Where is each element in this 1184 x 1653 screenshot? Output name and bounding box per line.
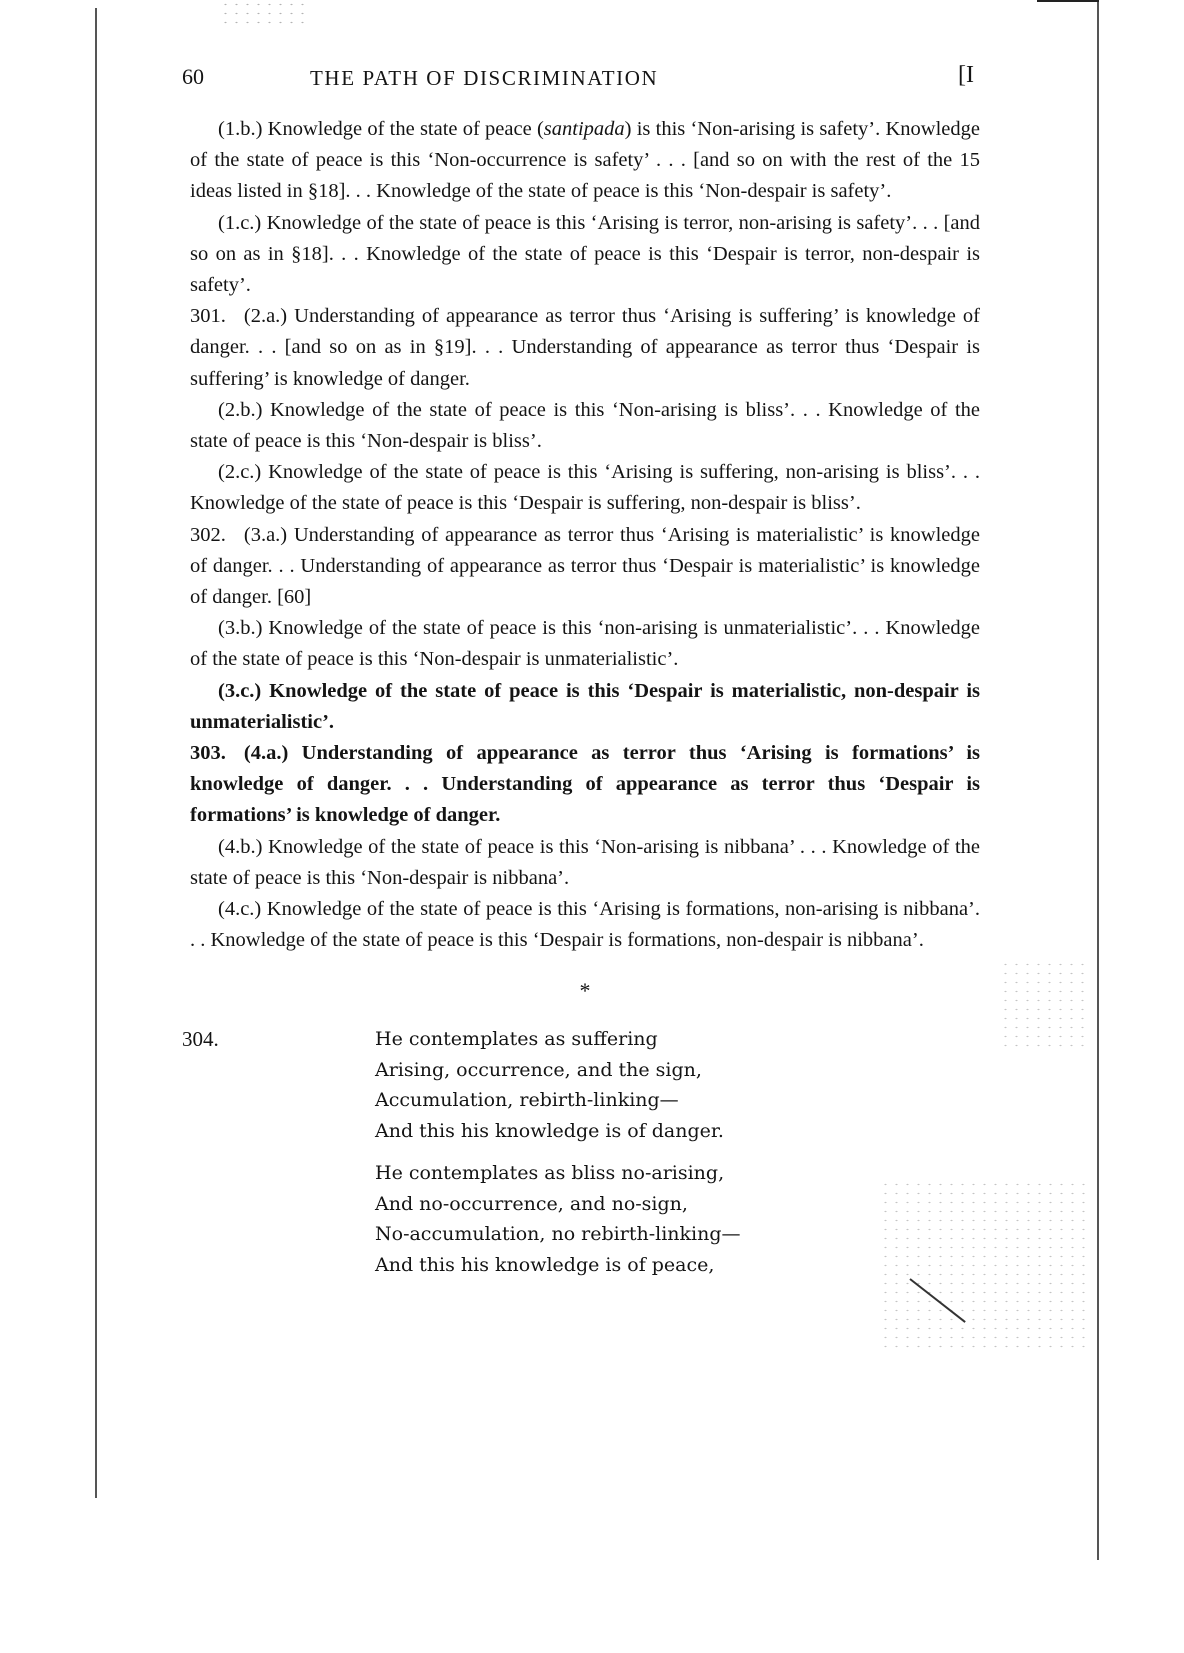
- paragraph: [190, 208, 980, 302]
- text-run: (4.b.) Knowledge of the state of peace is this ‘Non-arising is nibbana’ . . . Knowledge of the state of peace is this ‘Non-despair is nibbana’.: [190, 835, 980, 889]
- verse-line: And this his knowledge is of peace,: [375, 1253, 715, 1276]
- asterisk-glyph: *: [579, 978, 591, 1004]
- section-number: 303.: [190, 742, 226, 765]
- paragraph: [190, 301, 980, 395]
- scan-edge-right: [1097, 0, 1099, 1560]
- paragraph: [190, 738, 980, 832]
- scan-noise: [220, 0, 310, 30]
- scan-rule-top: [1037, 0, 1099, 2]
- stanza: [375, 1024, 980, 1146]
- running-head: [182, 60, 980, 100]
- verse-line: He contemplates as bliss no-arising,: [375, 1162, 725, 1185]
- paragraph: [190, 676, 980, 738]
- scan-noise: [1000, 960, 1090, 1050]
- paragraph: [190, 395, 980, 457]
- verse-line: And this his knowledge is of danger.: [375, 1119, 724, 1142]
- text-run: (3.b.) Knowledge of the state of peace is this ‘non-arising is unmaterialistic’. . . Knowledge of the state of peace is this ‘Non-despair is unmaterialistic’.: [190, 617, 980, 671]
- text-run: (1.c.) Knowledge of the state of peace is this ‘Arising is terror, non-arising is safety’. . . [and so on as in §18]. . . Knowledge of the state of peace is this ‘Despair is terror, non-despair is safety’.: [190, 211, 980, 297]
- pali-term: santipada: [543, 118, 625, 140]
- book-page: [182, 60, 980, 1280]
- verse-line: And no-occurrence, and no-sign,: [375, 1192, 688, 1215]
- text-run: (2.b.) Knowledge of the state of peace is this ‘Non-arising is bliss’. . . Knowledge of the state of peace is this ‘Non-despair is bliss’.: [190, 398, 980, 453]
- paragraph: [190, 114, 980, 208]
- verse-number: 304.: [182, 1027, 219, 1052]
- text-run: (4.c.) Knowledge of the state of peace is this ‘Arising is formations, non-arising is nibbana’. . . Knowledge of the state of peace is this ‘Despair is formations, non-despair is nibbana’.: [190, 898, 980, 952]
- paragraph: [190, 613, 980, 675]
- text-run: (2.a.) Understanding of appearance as terror thus ‘Arising is suffering’ is knowledge of danger. . . [and so on as in §19]. . . Understanding of appearance as terror thus ‘Despair is suffering’ is knowledge of danger.: [190, 305, 980, 390]
- stanza: [375, 1158, 980, 1280]
- page-number: 60: [182, 64, 204, 89]
- body-text: [190, 114, 980, 956]
- verse-line: No-accumulation, no rebirth-linking—: [375, 1223, 741, 1246]
- verse-block: [182, 1024, 980, 1280]
- section-separator: [190, 978, 980, 1008]
- text-run: (3.c.) Knowledge of the state of peace is this ‘Despair is materialistic, non-despair is unmaterialistic’.: [190, 679, 980, 733]
- paragraph: [190, 832, 980, 894]
- section-number: 302.: [190, 523, 226, 546]
- paragraph: [190, 894, 980, 956]
- paragraph: [190, 520, 980, 614]
- section-bracket: [I: [958, 62, 974, 88]
- verse-line: He contemplates as suffering: [375, 1028, 658, 1051]
- text-run: (1.b.) Knowledge of the state of peace (: [218, 118, 544, 140]
- running-title: THE PATH OF DISCRIMINATION: [310, 66, 659, 90]
- paragraph: [190, 457, 980, 519]
- verse-line: Accumulation, rebirth-linking—: [375, 1089, 679, 1112]
- text-run: (3.a.) Understanding of appearance as terror thus ‘Arising is materialistic’ is knowledge of danger. . . Understanding of appearance as terror thus ‘Despair is materialistic’ is knowledge of danger. [60]: [190, 523, 980, 609]
- scan-edge-left: [95, 8, 97, 1498]
- text-run: ) is this ‘Non-arising is safety’. Knowledge of the state of peace is this ‘Non-occurrence is safety’ . . . [and so on with the rest of the 15 ideas listed in §18]. . . Knowledge of the state of peace is this ‘Non-despair is safety’.: [190, 118, 980, 203]
- verse-line: Arising, occurrence, and the sign,: [375, 1058, 702, 1081]
- text-run: (4.a.) Understanding of appearance as terror thus ‘Arising is formations’ is knowledge of danger. . . Understanding of appearance as terror thus ‘Despair is formations’ is knowledge of danger.: [190, 742, 980, 827]
- text-run: (2.c.) Knowledge of the state of peace is this ‘Arising is suffering, non-arising is bliss’. . . Knowledge of the state of peace is this ‘Despair is suffering, non-despair is bliss’.: [190, 461, 980, 515]
- section-number: 301.: [190, 305, 226, 328]
